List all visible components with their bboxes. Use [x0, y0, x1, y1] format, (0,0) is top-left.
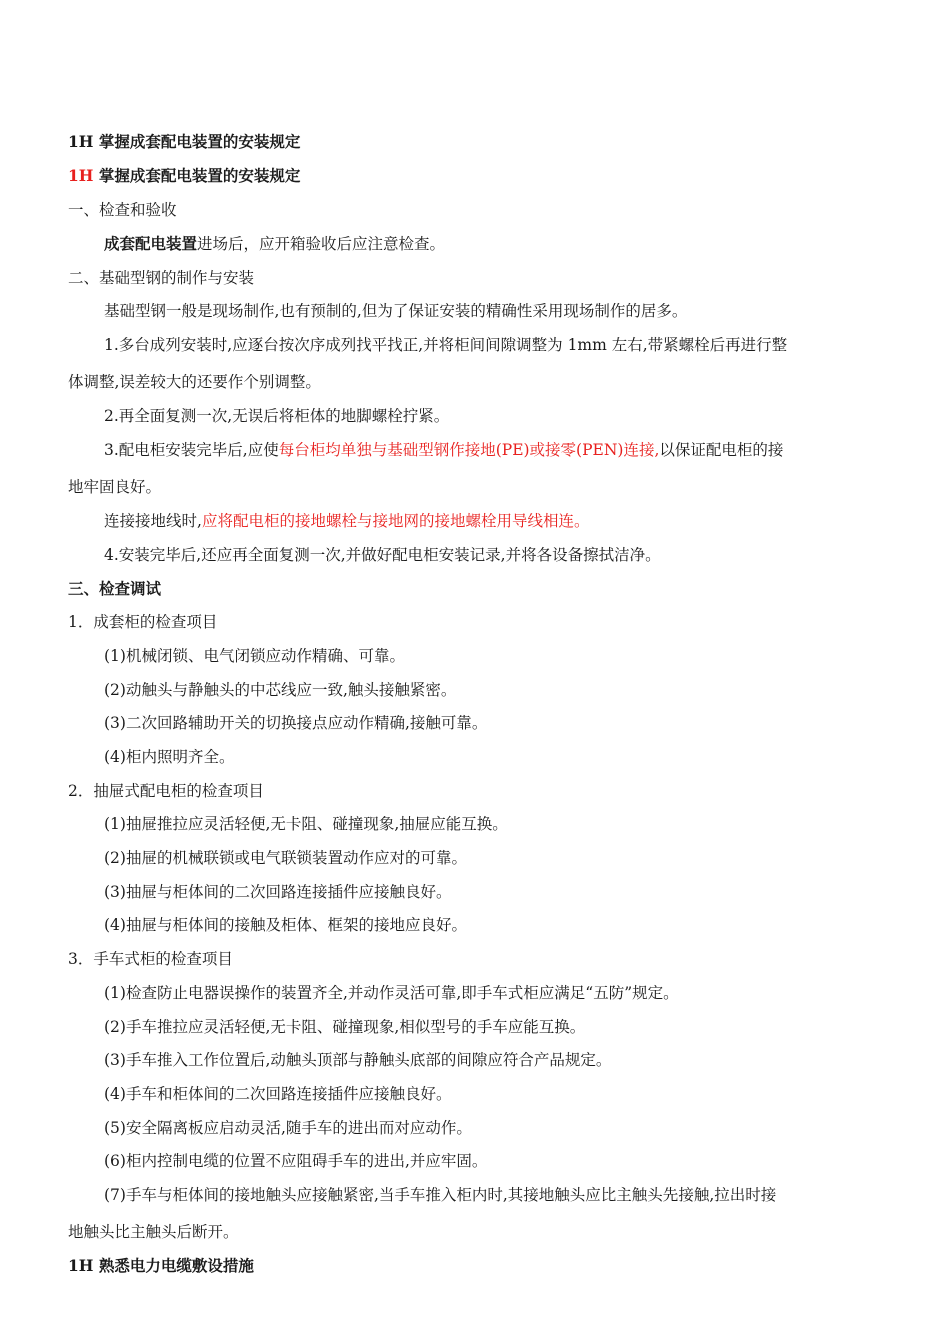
list-item: (7)手车与柜体间的接地触头应接触紧密,当手车推入柜内时,其接地触头应比主触头先接触,拉出时接 [104, 1186, 777, 1204]
section-3-title: 三、检查调试 [68, 579, 162, 598]
bold-term: 成套配电装置 [104, 234, 198, 253]
section-1-title: 一、检查和验收 [68, 201, 177, 219]
list-item: (1)抽屉推拉应灵活轻便,无卡阻、碰撞现象,抽屉应能互换。 [104, 815, 508, 833]
list-item: (3)手车推入工作位置后,动触头顶部与静触头底部的间隙应符合产品规定。 [104, 1051, 612, 1069]
heading-1-repeat [68, 166, 884, 186]
list-item: (1)检查防止电器误操作的装置齐全,并动作灵活可靠,即手车式柜应满足“五防”规定。 [104, 984, 679, 1002]
section-2-item-3-line-1 [104, 440, 884, 460]
heading-text: 掌握成套配电装置的安装规定 [93, 166, 301, 185]
list-item: (4)抽屉与柜体间的接触及柜体、框架的接地应良好。 [104, 916, 467, 934]
section-2-paragraph-ground [104, 511, 884, 531]
list-item: (5)安全隔离板应启动灵活,随手车的进出而对应动作。 [104, 1119, 472, 1137]
section-2-paragraph-1: 基础型钢一般是现场制作,也有预制的,但为了保证安装的精确性采用现场制作的居多。 [104, 302, 688, 320]
section-2-item-1-line-1: 1.多台成列安装时,应逐台按次序成列找平找正,并将柜间间隙调整为 1mm 左右,带紧螺栓后再进行整 [104, 336, 788, 354]
list-item: (6)柜内控制电缆的位置不应阻碍手车的进出,并应牢固。 [104, 1152, 488, 1170]
subsection-3-3-title: 3．手车式柜的检查项目 [68, 950, 233, 968]
section-2-item-3-line-2: 地牢固良好。 [68, 478, 162, 496]
list-item: (2)抽屉的机械联锁或电气联锁装置动作应对的可靠。 [104, 849, 467, 867]
section-2-title: 二、基础型钢的制作与安装 [68, 269, 255, 287]
next-heading: 1H 熟悉电力电缆敷设措施 [68, 1256, 254, 1275]
list-item-continuation: 地触头比主触头后断开。 [68, 1223, 239, 1241]
heading-prefix: 1H [68, 166, 94, 185]
item-3-highlight: 每台柜均单独与基础型钢作接地(PE)或接零(PEN)连接, [278, 441, 660, 459]
list-item: (2)动触头与静触头的中芯线应一致,触头接触紧密。 [104, 681, 457, 699]
section-1-paragraph [104, 234, 884, 254]
list-item: (3)二次回路辅助开关的切换接点应动作精确,接触可靠。 [104, 714, 488, 732]
list-item: (2)手车推拉应灵活轻便,无卡阻、碰撞现象,相似型号的手车应能互换。 [104, 1018, 586, 1036]
item-3-post: 以保证配电柜的接 [659, 441, 784, 459]
section-2-item-1-line-2: 体调整,误差较大的还要作个别调整。 [68, 373, 321, 391]
heading-1: 1H 掌握成套配电装置的安装规定 [68, 132, 301, 151]
list-item: (1)机械闭锁、电气闭锁应动作精确、可靠。 [104, 647, 405, 665]
ground-highlight: 应将配电柜的接地螺栓与接地网的接地螺栓用导线相连。 [201, 512, 590, 530]
section-2-item-2: 2.再全面复测一次,无误后将柜体的地脚螺栓拧紧。 [104, 407, 450, 425]
list-item: (4)柜内照明齐全。 [104, 748, 235, 766]
list-item: (4)手车和柜体间的二次回路连接插件应接触良好。 [104, 1085, 452, 1103]
paragraph-text: 进场后，应开箱验收后应注意检查。 [197, 235, 446, 253]
subsection-3-1-title: 1．成套柜的检查项目 [68, 613, 218, 631]
section-2-item-4: 4.安装完毕后,还应再全面复测一次,并做好配电柜安装记录,并将各设备擦拭洁净。 [104, 546, 661, 564]
ground-pre: 连接接地线时, [104, 512, 202, 530]
list-item: (3)抽屉与柜体间的二次回路连接插件应接触良好。 [104, 883, 452, 901]
subsection-3-2-title: 2．抽屉式配电柜的检查项目 [68, 782, 264, 800]
item-3-pre: 3.配电柜安装完毕后,应使 [104, 441, 279, 459]
